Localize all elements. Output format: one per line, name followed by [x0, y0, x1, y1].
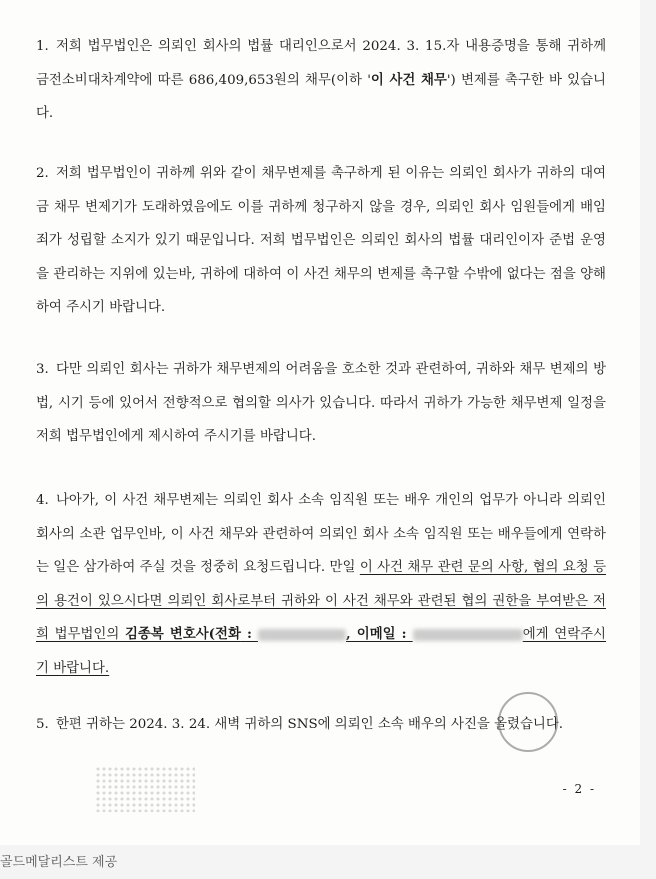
paragraph-3: 3. 다만 의뢰인 회사는 귀하가 채무변제의 어려움을 호소한 것과 관련하여, 귀하와 채무 변제의 방법, 시기 등에 있어서 전향적으로 협의할 의사가 있습니다. 따라서 귀하가 가능한 채무변제 일정을 저희 법무법인에게 제시하여 주시기를 바랍니다.	[36, 362, 606, 444]
contact-instruction: 이 사건 채무 관련 문의 사항, 협의 요청 등의 용건이 있으시다면 의뢰인 회사로부터 귀하와 이 사건 채무와 관련된 협의 권한을 부여받은 저희 법무법인의 김종복 변호사(전화 : , 이메일 : 에게 연락주시기 바랍니다.	[36, 560, 606, 676]
paragraph-2: 2. 저희 법무법인이 귀하께 위와 같이 채무변제를 촉구하게 된 이유는 의뢰인 회사가 귀하의 대여금 채무 변제기가 도래하였음에도 이를 귀하께 청구하지 않을 경우, 의뢰인 회사 임원들에게 배임죄가 성립할 소지가 있기 때문입니다. 저희 법무법인은 의뢰인 회사의 법률 대리인이자 준법 운영을 관리하는 지위에 있는바, 귀하에 대하여 이 사건 채무의 변제를 촉구할 수밖에 없다는 점을 양해하여 주시기 바랍니다.	[36, 166, 606, 315]
redacted-phone	[258, 629, 346, 641]
redacted-email	[413, 629, 523, 641]
paragraph-4: 4. 나아가, 이 사건 채무변제는 의뢰인 회사 소속 임직원 또는 배우 개인의 업무가 아니라 의뢰인 회사의 소관 업무인바, 이 사건 채무와 관련하여 의뢰인 회사 소속 임직원 또는 배우들에게 연락하는 일은 삼가하여 주실 것을 정중히 요청드립니다. 만일 이 사건 채무 관련 문의 사항, 협의 요청 등의 용건이 있으시다면 의뢰인 회사로부터 귀하와 이 사건 채무와 관련된 협의 권한을 부여받은 저희 법무법인의 김종복 변호사(전화 : , 이메일 : 에게 연락주시기 바랍니다.	[36, 493, 606, 676]
page-number: - 2 -	[562, 782, 596, 796]
faint-watermark	[95, 766, 195, 812]
seal-stamp	[498, 692, 558, 752]
paragraph-1: 1. 저희 법무법인은 의뢰인 회사의 법률 대리인으로서 2024. 3. 15.자 내용증명을 통해 귀하께 금전소비대차계약에 따른 686,409,653원의 채무(이하 '이 사건 채무') 변제를 촉구한 바 있습니다.	[36, 39, 606, 121]
lawyer-name: 김종복 변호사(전화	[124, 626, 241, 642]
defined-term: 이 사건 채무	[370, 71, 447, 88]
paragraph-5: 5. 한편 귀하는 2024. 3. 24. 새벽 귀하의 SNS에 의뢰인 소속 배우의 사진을 올렸습니다.	[36, 717, 564, 732]
image-credit: 골드메달리스트 제공	[0, 855, 118, 870]
